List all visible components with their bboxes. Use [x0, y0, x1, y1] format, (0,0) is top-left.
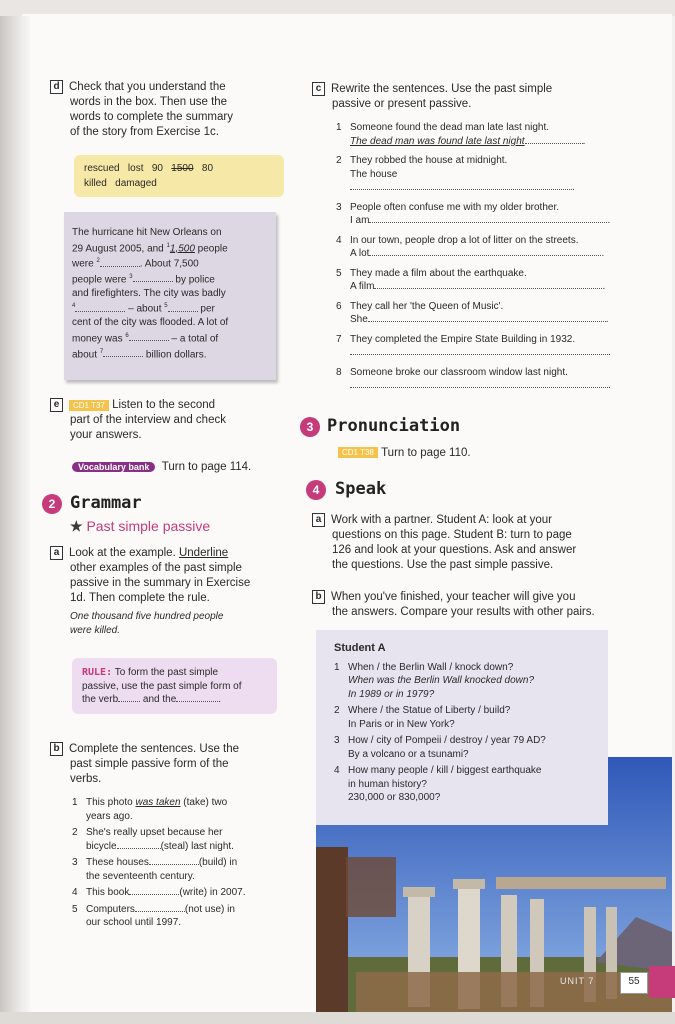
answer-blank[interactable] — [368, 321, 606, 322]
item-number: 2 — [336, 155, 342, 166]
example-answer: was taken — [135, 797, 181, 808]
summary-line: cent of the city was flooded. A lot of — [72, 317, 229, 329]
student-a-box — [316, 630, 608, 825]
exercise-a-text: passive in the summary in Exercise — [70, 577, 251, 590]
gap-blank[interactable] — [168, 311, 198, 312]
speak-a-text: the questions. Use the past simple passive. — [332, 559, 554, 572]
summary-text: people were — [72, 274, 130, 286]
item-text: This book — [86, 887, 130, 898]
word: damaged — [115, 178, 157, 189]
item-start: I am — [350, 215, 370, 226]
exercise-b-items — [72, 796, 282, 930]
summary-line: The hurricane hit New Orleans on — [72, 227, 222, 238]
example-answer: The dead man was found late last night — [350, 135, 525, 147]
exercise-letter-e: e — [50, 398, 63, 412]
gap-blank[interactable] — [133, 281, 173, 282]
example-answer: 1,500 — [169, 242, 195, 254]
exercise-b-text: verbs. — [70, 773, 102, 786]
answer-blank[interactable] — [350, 354, 608, 355]
gap-blank[interactable] — [75, 311, 125, 312]
answer-blank[interactable] — [350, 387, 608, 388]
audio-track-badge[interactable]: CD1 T37 — [69, 400, 109, 411]
summary-text: – about — [125, 303, 165, 315]
list-item — [72, 886, 282, 900]
gap-blank[interactable] — [103, 356, 143, 357]
item-sentence: Someone broke our classroom window last night. — [350, 366, 568, 378]
example-sentence: One thousand five hundred people — [70, 611, 224, 623]
item-number: 7 — [336, 333, 342, 345]
exercise-letter-b: b — [312, 590, 325, 604]
list-item — [334, 704, 604, 718]
item-start: She — [350, 314, 368, 325]
summary-text: per — [197, 303, 215, 315]
word-crossed: 1500 — [171, 163, 194, 174]
item-sentence: They completed the Empire State Building in 1932. — [350, 333, 576, 345]
rule-blank[interactable] — [118, 701, 140, 702]
question-options: By a volcano or a tsunami? — [348, 748, 469, 760]
page-number: 55 — [620, 972, 648, 994]
answer-blank[interactable] — [369, 222, 607, 223]
item-start: A film — [350, 281, 375, 292]
answer-blank[interactable] — [525, 143, 583, 144]
rule-text: the verb — [82, 694, 119, 705]
question-prompt: How / city of Pompeii / destroy / year 79 AD? — [348, 735, 546, 746]
grammar-subheading-text: Past simple passive — [86, 518, 211, 534]
exercise-letter-d: d — [50, 80, 63, 94]
gap-number: 1 — [166, 242, 170, 249]
pronunciation-heading: Pronunciation — [327, 416, 461, 436]
item-number: 3 — [334, 735, 340, 746]
answer-blank[interactable] — [117, 848, 161, 849]
word: 90 — [151, 163, 163, 174]
summary-text: by police — [172, 274, 215, 286]
item-number: 3 — [336, 201, 342, 213]
question-prompt: When / the Berlin Wall / knock down? — [348, 661, 514, 673]
item-text: (write) in 2007. — [179, 887, 246, 898]
item-sentence: Someone found the dead man late last night. — [350, 122, 550, 133]
pronunciation-text: Turn to page 110. — [381, 447, 471, 459]
item-start: The house — [350, 168, 398, 180]
vocabulary-bank-ref — [72, 460, 251, 475]
answer-blank[interactable] — [350, 189, 572, 190]
item-text: Computers — [86, 903, 135, 915]
item-text: These houses — [86, 857, 149, 868]
item-text: This photo — [86, 797, 136, 808]
summary-text: were — [72, 258, 97, 270]
exercise-letter-b: b — [50, 742, 63, 756]
answer-blank[interactable] — [374, 288, 602, 289]
summary-text: . About 7,500 — [139, 258, 199, 270]
speak-exercise-a — [312, 513, 632, 573]
item-sentence: In our town, people drop a lot of litter on the streets. — [350, 234, 579, 246]
list-item — [72, 796, 282, 810]
gap-number: 4 — [72, 303, 76, 310]
rule-text: and the — [140, 694, 177, 705]
exercise-c-text: passive or present passive. — [332, 98, 472, 111]
speak-b-text: When you've finished, your teacher will give you — [331, 591, 576, 604]
book-spine-shadow — [0, 16, 30, 1016]
list-item — [336, 201, 618, 215]
pronunciation-ref — [338, 446, 471, 461]
answer-blank[interactable] — [135, 911, 185, 912]
word: rescued — [84, 163, 120, 174]
exercise-letter-c: c — [312, 82, 325, 96]
item-number: 4 — [334, 765, 340, 776]
exercise-e-instruction-line: your answers. — [70, 429, 142, 442]
item-text: the seventeenth century. — [86, 870, 195, 882]
list-item — [336, 300, 618, 314]
item-number: 5 — [336, 267, 342, 279]
item-number: 1 — [72, 797, 78, 808]
exercise-d-instruction-line: of the story from Exercise 1c. — [70, 126, 219, 139]
gap-blank[interactable] — [129, 340, 169, 341]
speak-b-text: the answers. Compare your results with other pairs. — [332, 606, 595, 619]
list-item — [334, 661, 604, 675]
rule-text: . — [218, 694, 222, 705]
exercise-a-text: Look at the example. — [69, 547, 179, 560]
list-item — [72, 826, 282, 840]
grammar-subheading — [70, 518, 210, 535]
gap-number: 3 — [129, 274, 133, 281]
section-number-3: 3 — [300, 417, 320, 437]
page-tab-marker — [649, 966, 675, 998]
exercise-a-text: 1d. Then complete the rule. — [70, 592, 210, 605]
list-item — [334, 764, 604, 778]
item-sentence: They robbed the house at midnight. — [350, 155, 508, 166]
item-sentence: They call her 'the Queen of Music'. — [350, 300, 504, 312]
list-item — [336, 333, 618, 347]
exercise-c-items: 1 Someone found the dead man late last night. The dead man was found late last night . 2 They robbed the house at midnight. The house. 3 People often confuse me with my older brother. I am . 4 In our town, people drop a lot of litter on the streets. A lot . 5 They made a film about the earthquake. A film . 6 They call her 'the Queen of Music'. She . 7 They completed the Empire State Building in 1932. . 8 Someone broke our classroom window last night. . — [336, 121, 618, 393]
summary-text: – a total of — [168, 333, 219, 345]
summary-text: people — [194, 242, 228, 254]
exercise-e-instruction-line: Listen to the second — [112, 399, 216, 412]
speak-exercise-b — [312, 590, 642, 620]
item-text: (take) two — [180, 797, 228, 808]
list-item — [336, 121, 618, 135]
rule-label: RULE: — [82, 667, 113, 678]
item-sentence: They made a film about the earthquake. — [350, 267, 527, 279]
exercise-a-text: other examples of the past simple — [70, 562, 242, 575]
item-number: 6 — [336, 300, 342, 312]
speak-a-text: 126 and look at your questions. Ask and answer — [332, 544, 577, 557]
question-options: In 1989 or in 1979? — [348, 688, 435, 700]
list-item — [72, 856, 282, 870]
rule-box — [72, 658, 277, 714]
exercise-d — [50, 80, 280, 140]
speak-a-text: Work with a partner. Student A: look at your — [331, 514, 552, 527]
gap-blank[interactable] — [100, 266, 140, 267]
rule-blank[interactable] — [176, 701, 218, 702]
item-text: (build) in — [198, 857, 238, 868]
gap-number: 6 — [125, 332, 129, 339]
item-number: 2 — [334, 705, 340, 716]
summary-text: money was — [72, 333, 126, 345]
item-number: 1 — [334, 661, 340, 673]
exercise-d-instruction-line: Check that you understand the — [69, 81, 226, 94]
word: lost — [127, 163, 144, 174]
gap-number: 5 — [164, 303, 168, 310]
item-number: 8 — [336, 366, 342, 378]
exercise-letter-a: a — [312, 513, 325, 527]
question-prompt: Where / the Statue of Liberty / build? — [348, 705, 511, 716]
item-number: 1 — [336, 122, 342, 133]
summary-text: billion dollars. — [143, 348, 207, 360]
summary-text: about — [72, 348, 100, 360]
list-item — [336, 154, 618, 168]
exercise-b-text: past simple passive form of the — [70, 758, 229, 771]
summary-line: and firefighters. The city was badly — [72, 287, 226, 299]
exercise-c-text: Rewrite the sentences. Use the past simple — [331, 83, 553, 96]
item-number: 4 — [72, 887, 78, 898]
answer-blank[interactable] — [149, 864, 199, 865]
star-icon: ★ — [70, 518, 83, 534]
gap-number: 2 — [96, 258, 100, 265]
summary-text: 29 August 2005, and — [72, 242, 167, 254]
exercise-a-underline-word: Underline — [178, 547, 229, 560]
item-number: 3 — [72, 857, 78, 868]
summary-box — [64, 212, 276, 380]
question-options: In Paris or in New York? — [348, 718, 455, 730]
word: 80 — [201, 163, 214, 174]
item-number: 5 — [72, 903, 78, 915]
exercise-b-text: Complete the sentences. Use the — [69, 743, 240, 756]
vocabulary-bank-text: Turn to page 114. — [161, 461, 252, 473]
speak-heading: Speak — [335, 479, 387, 499]
exercise-d-instruction-line: words in the box. Then use the — [70, 96, 228, 109]
rule-text: passive, use the past simple form of — [82, 680, 242, 692]
section-number-4: 4 — [306, 480, 326, 500]
example-sentence: were killed. — [70, 624, 121, 636]
question-options: 230,000 or 830,000? — [348, 792, 441, 803]
list-item — [336, 267, 618, 281]
item-text: years ago. — [86, 810, 133, 822]
vocabulary-bank-badge[interactable]: Vocabulary bank — [72, 462, 155, 472]
list-item — [336, 234, 618, 248]
question-prompt: in human history? — [348, 778, 427, 790]
unit-label: UNIT 7 — [560, 976, 595, 986]
answer-blank[interactable] — [369, 255, 601, 256]
word: killed — [84, 178, 107, 189]
item-text: bicycle — [86, 840, 117, 852]
item-text: She's really upset because her — [86, 827, 223, 838]
audio-track-badge[interactable]: CD1 T38 — [338, 447, 378, 458]
grammar-heading: Grammar — [70, 493, 142, 513]
item-number: 2 — [72, 827, 78, 838]
bottom-edge — [0, 1012, 675, 1024]
exercise-a — [50, 546, 280, 637]
gap-number: 7 — [99, 348, 104, 355]
list-item — [334, 734, 604, 748]
speak-a-text: questions on this page. Student B: turn to page — [332, 529, 572, 542]
item-number: 4 — [336, 234, 342, 246]
list-item — [336, 366, 618, 380]
list-item — [72, 903, 282, 917]
word-box — [74, 155, 284, 197]
item-sentence: People often confuse me with my older brother. — [350, 201, 560, 213]
exercise-d-instruction-line: words to complete the summary — [70, 111, 233, 124]
rule-text: To form the past simple — [112, 667, 219, 678]
item-text: our school until 1997. — [86, 917, 182, 928]
exercise-e — [50, 398, 280, 443]
exercise-c — [312, 82, 632, 112]
item-text: (steal) last night. — [160, 840, 234, 852]
section-number-2: 2 — [42, 494, 62, 514]
exercise-b — [50, 742, 280, 787]
question-prompt: How many people / kill / biggest earthquake — [348, 765, 542, 776]
answer-blank[interactable] — [129, 894, 179, 895]
exercise-letter-a: a — [50, 546, 63, 560]
item-start: A lot — [350, 248, 370, 259]
exercise-e-instruction-line: part of the interview and check — [70, 414, 226, 427]
item-text: (not use) in — [184, 903, 235, 915]
student-a-title: Student A — [334, 642, 386, 654]
question-example: When was the Berlin Wall knocked down? — [348, 675, 535, 686]
